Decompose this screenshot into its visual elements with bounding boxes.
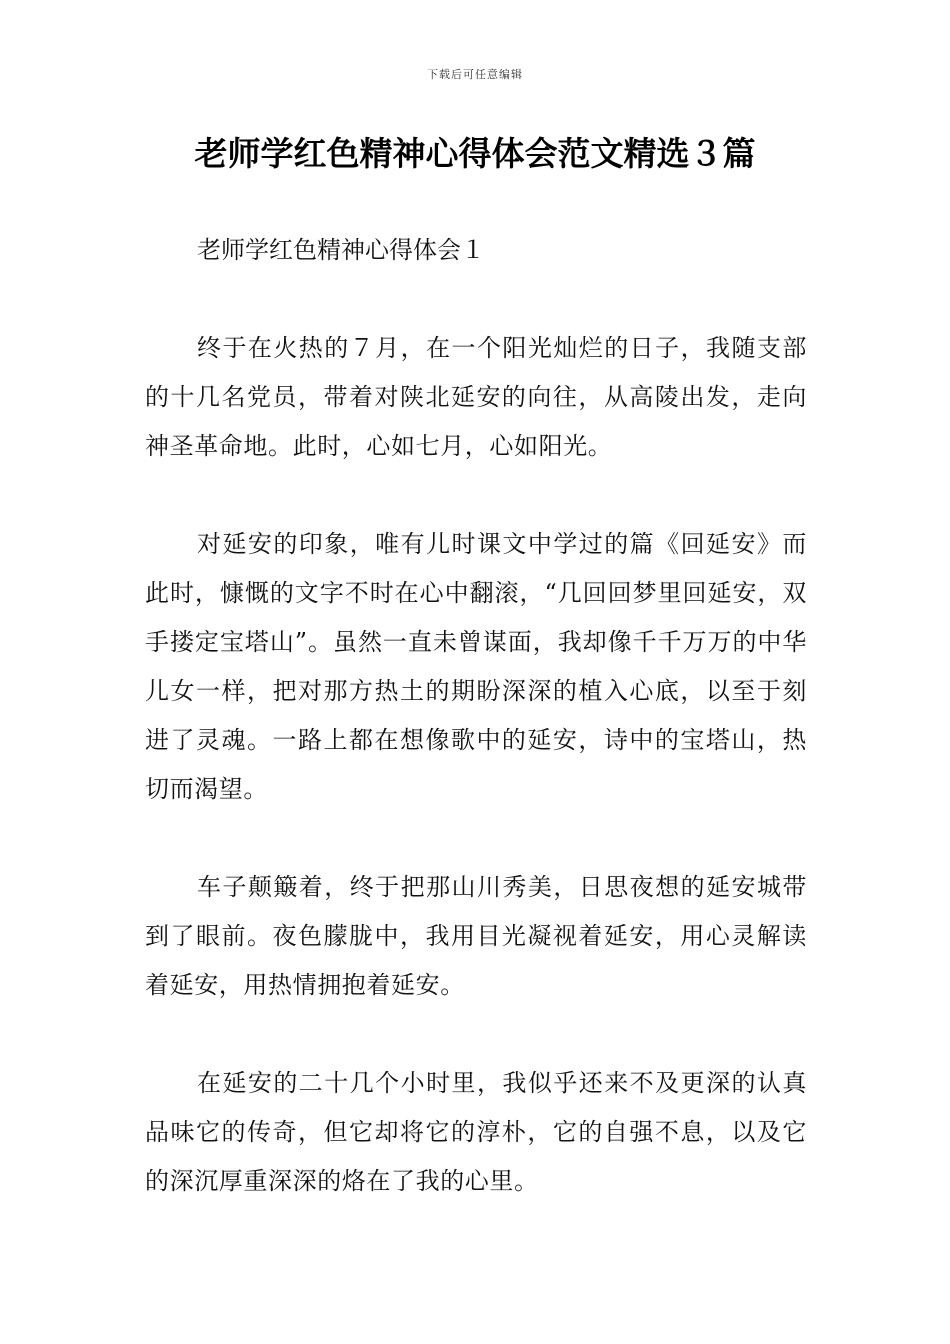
section-heading: 老师学红色精神心得体会１ [197, 236, 485, 264]
paragraph: 在延安的二十几个小时里，我似乎还来不及更深的认真品味它的传奇，但它却将它的淳朴，它的自强不息，以及它的深沉厚重深深的烙在了我的心里。 [145, 1069, 807, 1195]
paragraph: 车子颠簸着，终于把那山川秀美，日思夜想的延安城带到了眼前。夜色朦胧中，我用目光凝视着延安，用心灵解读着延安，用热情拥抱着延安。 [145, 873, 807, 999]
document-body [145, 226, 807, 1255]
header-note: 下载后可任意编辑 [427, 68, 523, 81]
paragraph: 对延安的印象，唯有儿时课文中学过的篇《回延安》而此时，慷慨的文字不时在心中翻滚，“几回回梦里回延安，双手搂定宝塔山”。虽然一直未曾谋面，我却像千千万万的中华儿女一样，把对那方热土的期盼深深的植入心底，以至于刻进了灵魂。一路上都在想像歌中的延安，诗中的宝塔山，热切而渴望。 [145, 530, 807, 803]
document-title: 老师学红色精神心得体会范文精选３篇 [194, 134, 756, 173]
paragraph: 终于在火热的７月，在一个阳光灿烂的日子，我随支部的十几名党员，带着对陕北延安的向往，从高陵出发，走向神圣革命地。此时，心如七月，心如阳光。 [145, 334, 807, 460]
